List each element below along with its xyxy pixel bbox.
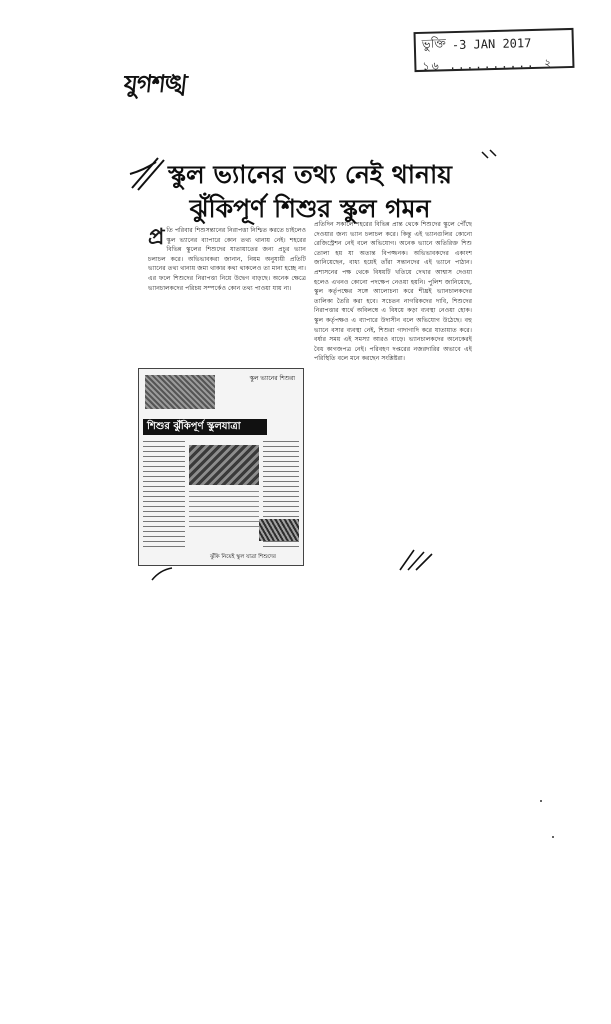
- article-left-text: তি পরিবার শিশুসন্তানের নিরাপত্তা নিশ্চিত করতে চাইলেও স্কুল ভ্যানের ব্যাপারে কোন তথ্য থানায় নেই। শহরের বিভিন্ন স্কুলের শিশুদের যাতায়াতের জন্য প্রচুর ভ্যান চলাচল করে। অভিভাবকরা জানান, নিয়ম অনুযায়ী প্রতিটি ভ্যানের তথ্য থানায় জমা থাকার কথা থাকলেও তা মানা হচ্ছে না। এর ফলে শিশুদের নিরাপত্তা নিয়ে উদ্বেগ বাড়ছে। অনেক ক্ষেত্রে ভ্যানচালকদের পরিচয় সম্পর্কেও কোন তথ্য পাওয়া যায় না।: [148, 227, 306, 292]
- headline-line-1: স্কুল ভ্যানের তথ্য নেই থানায়: [168, 160, 452, 189]
- clipping-photo-bottom: [259, 519, 299, 541]
- scan-speck: [552, 836, 554, 838]
- stamp-extra: ২: [543, 56, 554, 70]
- article-clipping-image: [138, 368, 304, 566]
- pen-mark-top-right: [480, 148, 500, 162]
- stamp-label: ভুক্তি: [421, 36, 447, 51]
- stamp-date: -3 JAN 2017: [451, 36, 532, 53]
- clipping-caption: ঝুঁকি নিয়েই স্কুল যাত্রা শিশুদের: [210, 554, 276, 560]
- article-left-column: [148, 226, 306, 362]
- clipping-tag: স্কুল ভ্যানের শিশুরা: [249, 375, 295, 382]
- clipping-photo-middle: [189, 445, 259, 485]
- clipping-text-block-center: [189, 491, 259, 531]
- article-right-column: [314, 220, 472, 572]
- pen-mark-bottom-left: [150, 566, 174, 582]
- stamp-number: ১৬: [422, 59, 441, 73]
- scan-speck: [540, 800, 542, 802]
- article-right-text: প্রতিদিন সকালে শহরের বিভিন্ন প্রান্ত থেকে শিশুদের স্কুলে পৌঁছে দেওয়ার জন্য ভ্যান চলাচল করে। কিন্তু এই ভ্যানগুলির কোনো রেজিস্ট্রেশন নেই বলে অভিযোগ। অনেক ভ্যানে অতিরিক্ত শিশু তোলা হয় যা অত্যন্ত বিপজ্জনক। অভিভাবকদের একাংশ জানিয়েছেন, বাধ্য হয়েই তাঁরা সন্তানদের এই ভ্যানে পাঠান। প্রশাসনের পক্ষ থেকে বিষয়টি খতিয়ে দেখার আশ্বাস দেওয়া হলেও এখনও কোনো পদক্ষেপ নেওয়া হয়নি। পুলিশ জানিয়েছে, স্কুল কর্তৃপক্ষের সঙ্গে আলোচনা করে শীঘ্রই ভ্যানচালকদের তালিকা তৈরি করা হবে। সচেতন নাগরিকদের দাবি, শিশুদের নিরাপত্তার স্বার্থে অবিলম্বে এ বিষয়ে কড়া ব্যবস্থা নেওয়া হোক। স্কুল কর্তৃপক্ষও এ ব্যাপারে উদাসীন বলে অভিযোগ উঠেছে। বহু ভ্যানে বসার ব্যবস্থা নেই, শিশুরা গাদাগাদি করে যাতায়াত করে। বর্ষার সময় এই সমস্যা আরও বাড়ে। ভ্যানচালকদের অনেকেরই বৈধ কাগজপত্র নেই। পরিবহণ দপ্তরের নজরদারির অভাবে এই পরিস্থিতি বলে মনে করছেন সংশ্লিষ্টরা।: [314, 221, 472, 363]
- clipping-photo-top: [145, 375, 215, 409]
- headline-line-2: ঝুঁকিপূর্ণ শিশুর স্কুল গমন: [189, 194, 431, 223]
- article-dropcap: প্র: [148, 226, 165, 250]
- clipping-title: শিশুর ঝুঁকিপূর্ণ স্কুলযাত্রা: [143, 419, 267, 435]
- clipping-text-block-left: [143, 441, 185, 551]
- newspaper-masthead: যুগশঙ্খ: [122, 69, 188, 98]
- article-headline: [140, 158, 480, 226]
- date-stamp: ভুক্তি -3 JAN 2017 ১৬ .......... ২: [414, 28, 575, 72]
